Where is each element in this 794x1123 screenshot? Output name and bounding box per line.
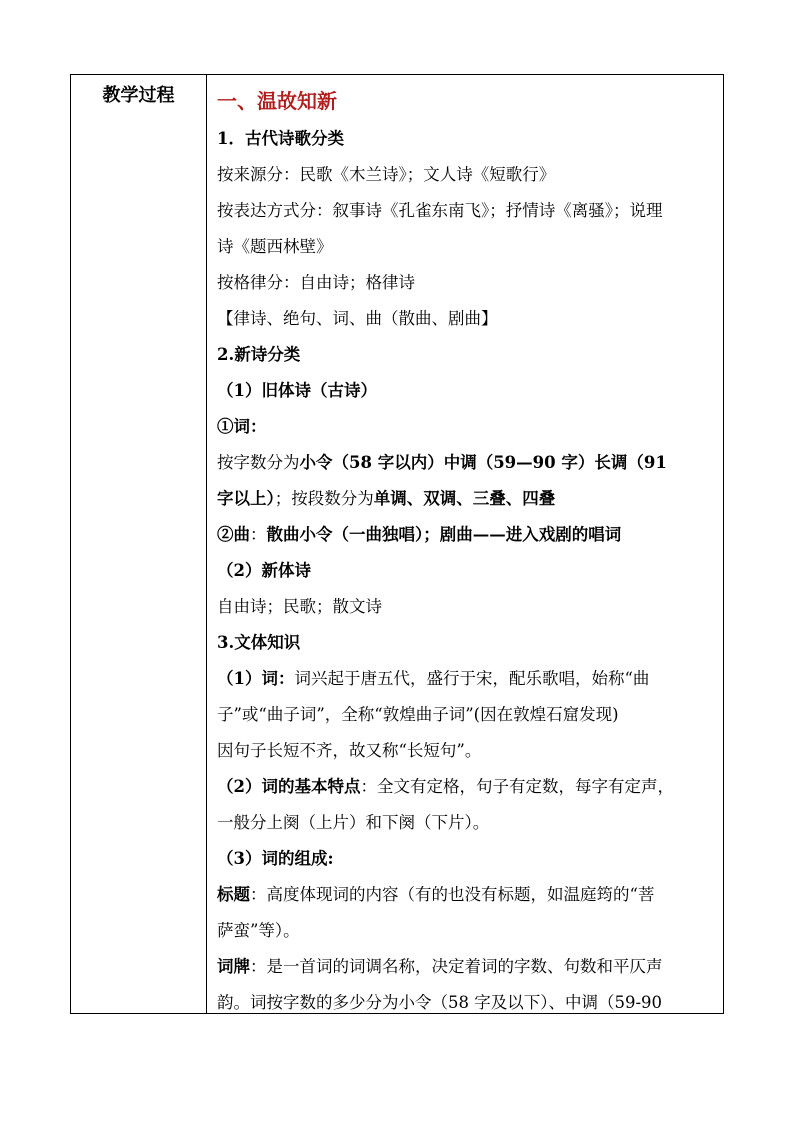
text-ci-origin-2: 子”或“曲子词”，全称“敦煌曲子词”(因在敦煌石窟发现) <box>217 705 619 724</box>
lesson-table <box>70 74 724 1014</box>
text-ci-features-1: （2）词的基本特点：全文有定格，句子有定数，每字有定声， <box>217 777 674 796</box>
heading-new-poetry: 2.新诗分类 <box>217 345 301 364</box>
left-column-header: 教学过程 <box>102 85 175 106</box>
text-ci-origin-3: 因句子长短不齐，故又称“长短句”。 <box>217 741 482 760</box>
text-ci-origin-1: （1）词：词兴起于唐五代，盛行于宋，配乐歌唱，始称“曲 <box>217 669 650 688</box>
text-by-source: 按来源分：民歌《木兰诗》；文人诗《短歌行》 <box>217 165 556 184</box>
content-cell <box>217 83 717 1021</box>
text-by-expression-1: 按表达方式分：叙事诗《孔雀东南飞》；抒情诗《离骚》；说理 <box>217 201 663 220</box>
text-by-meter: 按格律分：自由诗；格律诗 <box>217 273 415 292</box>
text-ci-features-2: 一般分上阕（上片）和下阕（下片）。 <box>217 813 490 832</box>
label-ci: ①词： <box>217 417 267 436</box>
text-cipai-2: 韵。词按字数的多少分为小令（58 字及以下）、中调（59-90 <box>217 993 663 1012</box>
text-qu: ②曲：散曲小令（一曲独唱）；剧曲——进入戏剧的唱词 <box>217 525 622 544</box>
column-divider <box>206 75 207 1013</box>
heading-genre-knowledge: 3.文体知识 <box>217 633 301 652</box>
subheading-new-style: （2）新体诗 <box>217 561 311 580</box>
subheading-old-style: （1）旧体诗（古诗） <box>217 381 377 400</box>
text-by-expression-2: 诗《题西林壁》 <box>217 237 333 256</box>
text-title-2: 萨蛮”等）。 <box>217 921 300 940</box>
text-cipai-1: 词牌：是一首词的词调名称，决定着词的字数、句数和平仄声 <box>217 957 663 976</box>
text-ci-line-2: 字以上）；按段数分为单调、双调、三叠、四叠 <box>217 489 556 508</box>
subheading-ci-composition: （3）词的组成: <box>217 849 334 868</box>
heading-ancient-poetry: 1．古代诗歌分类 <box>217 129 344 148</box>
text-new-style: 自由诗；民歌；散文诗 <box>217 597 382 616</box>
text-forms: 【律诗、绝句、词、曲（散曲、剧曲】 <box>217 309 498 328</box>
text-ci-line-1: 按字数分为小令（58 字以内）中调（59—90 字）长调（91 <box>217 453 667 472</box>
section-title: 一、温故知新 <box>217 89 337 113</box>
text-title-1: 标题：高度体现词的内容（有的也没有标题，如温庭筠的“菩 <box>217 885 655 904</box>
